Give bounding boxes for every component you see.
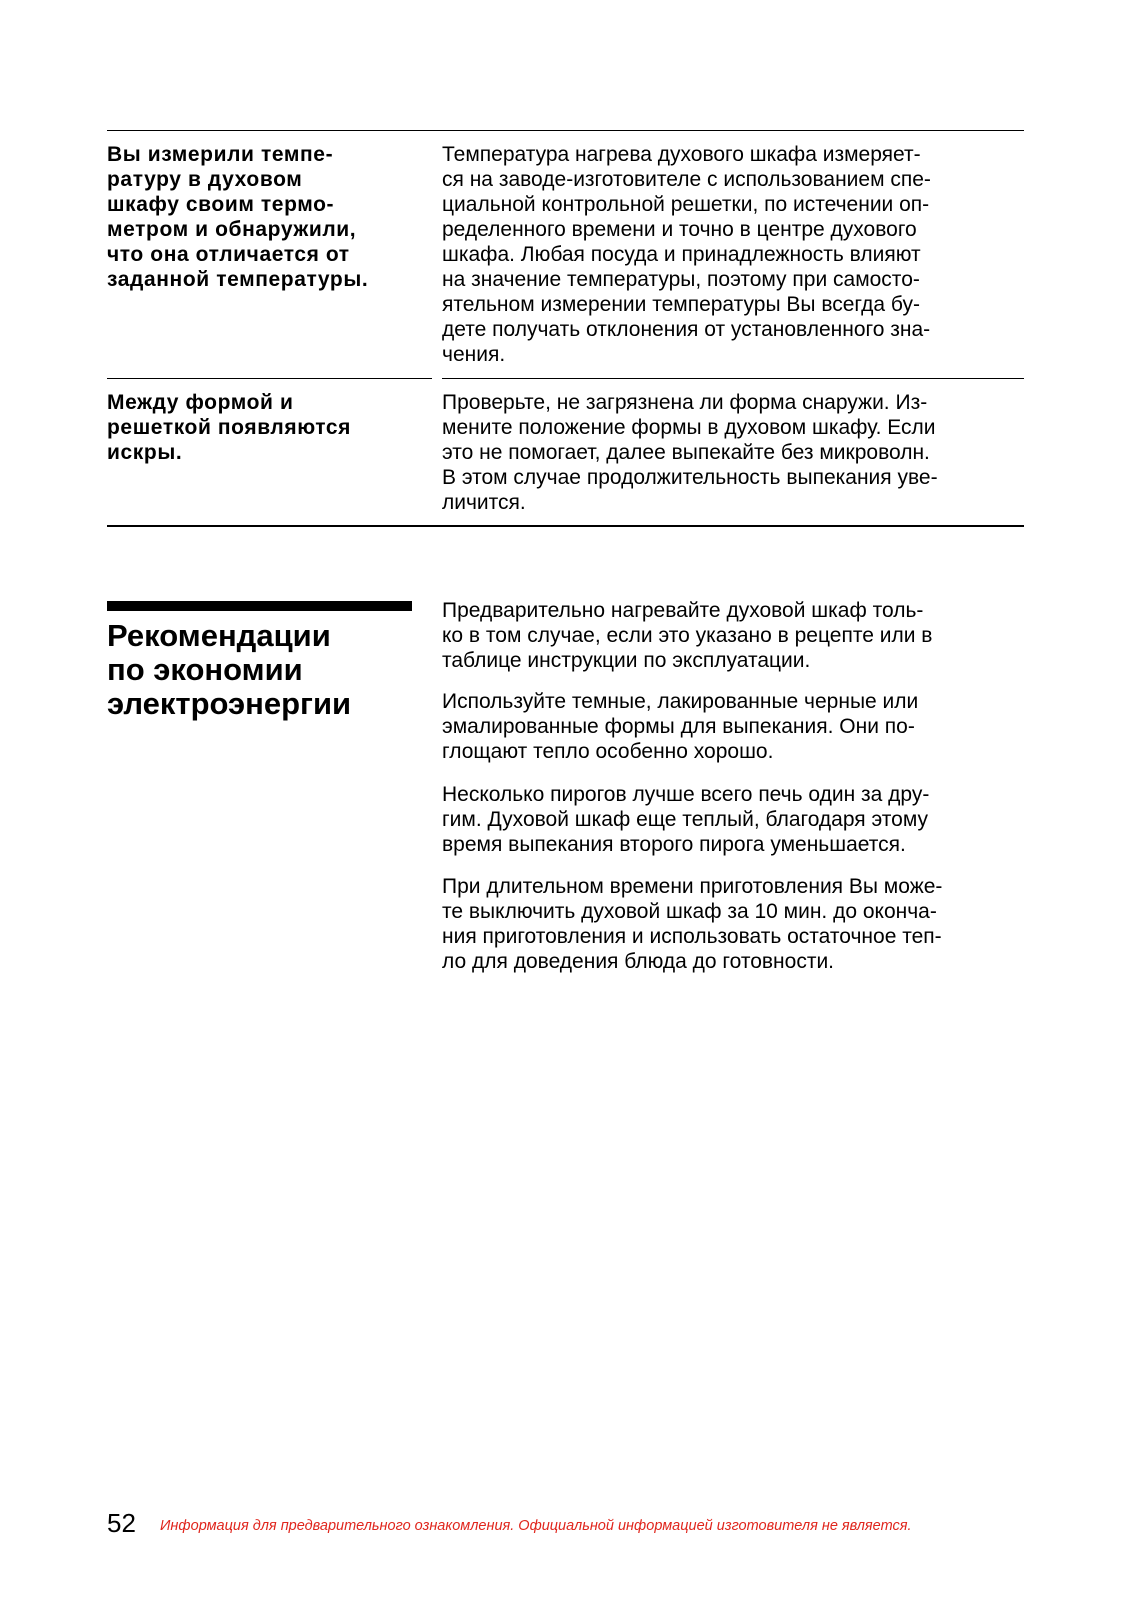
section-heading-bar xyxy=(107,601,412,611)
table-bottom-rule xyxy=(107,525,1024,527)
remedy-temperature-deviation: Температура нагрева духового шкафа измеряет- ся на заводе-изготовителе с использованием спе- циальной контрольной решетки, по истечении оп- ределенного времени и точно в центре духового шкафа. Любая посуда и принадлежность влияют на значение температуры, поэтому при самосто- ятельном измерении температуры Вы всегда бу- дете получать отклонения от установленного зна- чения. xyxy=(442,143,931,366)
problem-sparks: Между формой и решеткой появляются искры. xyxy=(107,391,351,464)
energy-tip-residual-heat: При длительном времени приготовления Вы може- те выключить духовой шкаф за 10 мин. до оконча- ния приготовления и использовать остаточное теп- ло для доведения блюда до готовности. xyxy=(442,875,943,973)
energy-tip-consecutive-baking: Несколько пирогов лучше всего печь один за дру- гим. Духовой шкаф еще теплый, благодаря этому время выпекания второго пирога уменьшается. xyxy=(442,783,930,856)
section-title: Рекомендации по экономии электроэнергии xyxy=(107,618,352,721)
page-number: 52 xyxy=(107,1508,136,1538)
footer-disclaimer: Информация для предварительного ознакомления. Официальной информацией изготовителя не является. xyxy=(160,1518,912,1534)
table-top-rule xyxy=(107,130,1024,131)
energy-tip-dark-forms: Используйте темные, лакированные черные или эмалированные формы для выпекания. Они по- глощают тепло особенно хорошо. xyxy=(442,690,919,763)
remedy-sparks: Проверьте, не загрязнена ли форма снаружи. Из- мените положение формы в духовом шкафу. Если это не помогает, далее выпекайте без микроволн. В этом случае продолжительность выпекания уве- личится. xyxy=(442,391,938,514)
problem-temperature-deviation: Вы измерили темпе- ратуру в духовом шкафу своим термо- метром и обнаружили, что она отличается от заданной температуры. xyxy=(107,143,369,291)
energy-tip-preheat: Предварительно нагревайте духовой шкаф толь- ко в том случае, если это указано в рецепте или в таблице инструкции по эксплуатации. xyxy=(442,599,933,672)
row-divider-left xyxy=(107,378,432,379)
row-divider-right xyxy=(442,378,1024,379)
